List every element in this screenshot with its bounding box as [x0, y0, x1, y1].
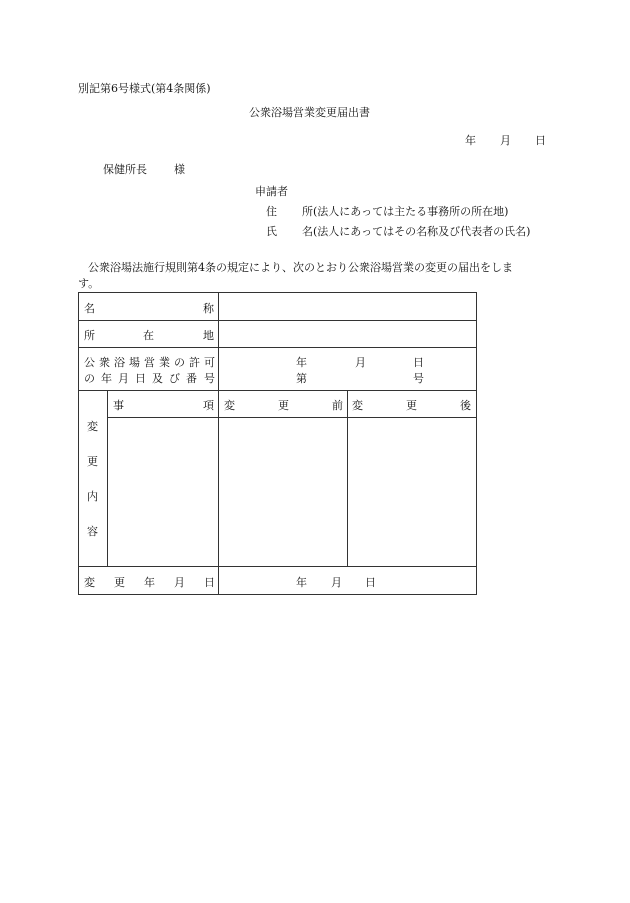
header-char: 更 — [406, 399, 417, 412]
label-char: 業 — [159, 356, 170, 369]
document-title: 公衆浴場営業変更届出書 — [249, 106, 370, 119]
label-char: 在 — [143, 329, 154, 342]
label-char: 日 — [204, 576, 215, 589]
value-char: 月 — [355, 356, 366, 369]
name-label-2: 名 — [302, 225, 313, 238]
label-char: び — [169, 372, 180, 385]
value-char: 第 — [296, 372, 307, 385]
label-char: 日 — [135, 372, 146, 385]
label-char: 公 — [84, 356, 95, 369]
address-label-1: 住 — [266, 205, 277, 218]
header-char: 事 — [113, 399, 124, 412]
value-char: 年 — [296, 356, 307, 369]
header-char: 前 — [332, 399, 343, 412]
label-char: 更 — [87, 455, 98, 468]
label-char: 変 — [87, 420, 98, 433]
header-char: 変 — [224, 399, 235, 412]
label-char: 浴 — [114, 356, 125, 369]
label-char: 場 — [129, 356, 140, 369]
row-divider — [78, 390, 476, 391]
form-reference: 別記第6号様式(第4条関係) — [78, 82, 211, 95]
value-char: 号 — [413, 372, 424, 385]
row-divider — [107, 417, 476, 418]
value-char: 日 — [365, 576, 376, 589]
label-char: 地 — [203, 329, 214, 342]
label-char: 番 — [186, 372, 197, 385]
date-month: 月 — [500, 134, 511, 147]
addressee-office: 保健所長 — [103, 163, 147, 176]
row-divider — [78, 566, 476, 567]
label-char: 月 — [174, 576, 185, 589]
addressee-honorific: 様 — [174, 163, 185, 176]
value-char: 日 — [413, 356, 424, 369]
label-char: 及 — [152, 372, 163, 385]
label-char: 年 — [101, 372, 112, 385]
label-char: 年 — [144, 576, 155, 589]
column-divider — [218, 292, 219, 594]
table-border — [78, 292, 477, 595]
name-note: (法人にあってはその名称及び代表者の氏名) — [313, 225, 531, 238]
label-char: 衆 — [99, 356, 110, 369]
header-char: 後 — [460, 399, 471, 412]
label-char: 容 — [87, 525, 98, 538]
date-day: 日 — [535, 134, 546, 147]
label-char: 内 — [87, 490, 98, 503]
label-char: 月 — [118, 372, 129, 385]
label-char: 可 — [204, 356, 215, 369]
header-char: 項 — [203, 399, 214, 412]
date-year: 年 — [465, 134, 476, 147]
header-char: 更 — [278, 399, 289, 412]
label-char: 所 — [84, 329, 95, 342]
label-char: の — [174, 356, 185, 369]
label-char: 名 — [84, 302, 95, 315]
label-char: 営 — [144, 356, 155, 369]
body-text-line-2: す。 — [78, 277, 100, 290]
label-char: 変 — [84, 576, 95, 589]
name-label-1: 氏 — [266, 225, 277, 238]
header-char: 変 — [352, 399, 363, 412]
label-char: 号 — [204, 372, 215, 385]
column-divider — [347, 390, 348, 566]
body-text-line-1: 公衆浴場法施行規則第4条の規定により、次のとおり公衆浴場営業の変更の届出をしま — [88, 261, 513, 274]
label-char: 称 — [203, 302, 214, 315]
column-divider — [107, 390, 108, 566]
row-divider — [78, 347, 476, 348]
row-divider — [78, 320, 476, 321]
value-char: 月 — [331, 576, 342, 589]
label-char: の — [84, 372, 95, 385]
address-note: (法人にあっては主たる事務所の所在地) — [313, 205, 509, 218]
label-char: 許 — [189, 356, 200, 369]
label-char: 更 — [114, 576, 125, 589]
value-char: 年 — [296, 576, 307, 589]
applicant-heading: 申請者 — [255, 185, 288, 198]
address-label-2: 所 — [302, 205, 313, 218]
